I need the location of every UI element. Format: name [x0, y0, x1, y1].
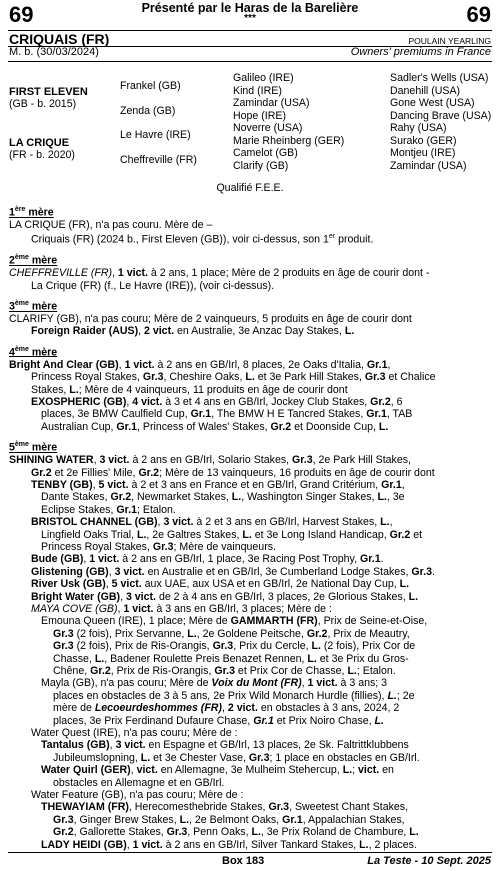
dam-5-grandproduce: Gr.2, Gallorette Stakes, Gr.3, Penn Oaks, L., 3e Prix Roland de Chambure, L. — [53, 826, 419, 839]
horse-info: M. b. (30/03/2024) — [9, 46, 99, 58]
dam-5-grandproduce: mère de Lecoeurdeshommes (FR), 2 vict. en obstacles à 3 ans, 2024, 2 — [53, 702, 400, 715]
qualifie-fee: Qualifié F.E.E. — [216, 182, 284, 194]
dam-5-grandproduce: places en obstacles de 3 à 5 ans, 2e Prix Wild Monarch Hurdle (fillies), L.; 2e — [53, 689, 415, 702]
info-rule — [8, 61, 492, 62]
dam-4-produce: EXOSPHERIC (GB), 4 vict. à 3 et 4 ans en GB/Irl, Jockey Club Stakes, Gr.2, 6 — [31, 395, 403, 408]
dam-5-grandproduce: Mayla (GB), n'a pas couru; Mère de Voix du Mont (FR), 1 vict. à 3 ans; 3 — [41, 677, 388, 690]
sire-name: FIRST ELEVEN — [9, 86, 88, 98]
pedigree-gen2: Zenda (GB) — [120, 105, 176, 117]
dam-5-line: SHINING WATER, 3 vict. à 2 ans en GB/Irl, Solario Stakes, Gr.3, 2e Park Hill Stakes, — [9, 454, 411, 467]
pedigree-gen4: Gone West (USA) — [390, 97, 475, 109]
dam-5-grandproduce: obstacles en Allemagne et en GB/Irl. — [53, 776, 225, 789]
produce-record — [9, 204, 491, 851]
lot-number: 69 — [9, 2, 34, 27]
pedigree-gen4: Zamindar (USA) — [390, 160, 467, 172]
dam-5-produce: Bright Water (GB), 3 vict. de 2 à 4 ans en GB/Irl, 3 places, 2e Glorious Stakes, L. — [31, 590, 419, 603]
dam-3-produce: Foreign Raider (AUS), 2 vict. en Australie, 3e Anzac Day Stakes, L. — [31, 325, 355, 338]
lot-number-right: 69 — [466, 2, 491, 27]
dam-5-produce: River Usk (GB), 5 vict. aux UAE, aux USA et en GB/Irl, 2e National Day Cup, L. — [31, 578, 410, 591]
pedigree-gen2: Le Havre (IRE) — [120, 129, 191, 141]
section-heading-4: 4ème mère — [9, 345, 58, 359]
dam-5-produce: TENBY (GB), 5 vict. à 2 et 3 ans en France et en GB/Irl, Grand Critérium, Gr.1, — [31, 478, 405, 491]
pedigree-gen3: Galileo (IRE) — [233, 72, 294, 84]
sale-event: La Teste - 10 Sept. 2025 — [367, 855, 491, 867]
pedigree-gen3: Camelot (GB) — [233, 147, 298, 159]
dam-5-grandproduce: Chêne, Gr.2, Prix de Ris-Orangis, Gr.3 et Prix Cor de Chasse, L.; Etalon. — [53, 665, 396, 677]
dam-5-produce: Bude (GB), 1 vict. à 2 ans en GB/Irl, 1 place, 3e Racing Post Trophy, Gr.1. — [31, 553, 384, 566]
dam-5-grandproduce: Gr.3 (2 fois), Prix Servanne, L., 2e Goldene Peitsche, Gr.2, Prix de Meautry, — [53, 627, 410, 640]
dam-5-produce: Princess Royal Stakes, Gr.3; Mère de vainqueurs. — [41, 540, 276, 553]
pedigree-gen3: Hope (IRE) — [233, 110, 286, 122]
pedigree-gen4: Surako (GER) — [390, 135, 457, 147]
pedigree-gen3: Kind (IRE) — [233, 85, 282, 97]
dam-5-grandproduce: Chasse, L., Badener Roulette Preis Benazet Rennen, L. et 3e Prix du Gros- — [53, 652, 409, 665]
dam-5-grandproduce: places, 3e Prix Ferdinand Dufaure Chase, Gr.1 et Prix Noiro Chase, L. — [53, 714, 384, 727]
dam-5-grandproduce: Gr.3, Ginger Brew Stakes, L., 2e Belmont Oaks, Gr.1, Appalachian Stakes, — [53, 813, 405, 826]
owners-premiums: Owners' premiums in France — [350, 46, 491, 58]
dam-5-produce: Water Feature (GB), n'a pas couru; Mère de : — [31, 789, 244, 802]
horse-name: CRIQUAIS (FR) — [9, 31, 110, 47]
dam-5-line: Gr.2 et 2e Fillies' Mile, Gr.2; Mère de 13 vainqueurs, 16 produits en âge de courir dont — [31, 466, 435, 479]
dam-5-grandproduce: Water Quirl (GER), vict. en Allemagne, 3e Mulheim Stehercup, L.; vict. en — [41, 764, 394, 777]
dam-5-produce: BRISTOL CHANNEL (GB), 3 vict. à 2 et 3 ans en GB/Irl, Harvest Stakes, L., — [31, 516, 393, 529]
sire-info: (GB - b. 2015) — [9, 98, 77, 110]
dam-name: LA CRIQUE — [9, 137, 70, 149]
pedigree-gen3: Clarify (GB) — [233, 160, 289, 172]
dam-4-line: Stakes, L.; Mère de 4 vainqueurs, 11 produits en âge de courir dont — [31, 383, 348, 396]
dam-1-produce: Criquais (FR) (2024 b., First Eleven (GB)), voir ci-dessus, son 1er produit. — [31, 233, 374, 246]
pedigree-gen4: Montjeu (IRE) — [390, 147, 456, 159]
pedigree-gen4: Rahy (USA) — [390, 122, 447, 134]
section-heading-1: 1ère mère — [9, 206, 54, 219]
dam-1-line: LA CRIQUE (FR), n'a pas couru. Mère de – — [9, 218, 213, 231]
pedigree-gen4: Sadler's Wells (USA) — [390, 72, 489, 84]
dam-5-grandproduce: THEWAYIAM (FR), Herecomesthebride Stakes, Gr.3, Sweetest Chant Stakes, — [41, 801, 409, 814]
section-heading-5: 5ème mère — [9, 441, 58, 454]
pedigree-gen2: Frankel (GB) — [120, 80, 181, 92]
dam-3-line: CLARIFY (GB), n'a pas couru; Mère de 2 vainqueurs, 5 produits en âge de courir dont — [9, 312, 412, 325]
section-heading-3: 3ème mère — [9, 300, 58, 313]
pedigree-gen4: Danehill (USA) — [390, 85, 461, 97]
dam-5-produce: MAYA COVE (GB), 1 vict. à 3 ans en GB/Irl, 3 places; Mère de : — [31, 602, 332, 615]
pedigree-gen3: Marie Rheinberg (GER) — [233, 135, 345, 147]
dam-2-line: CHEFFREVILLE (FR), 1 vict. à 2 ans, 1 place; Mère de 2 produits en âge de courir dont - — [9, 267, 430, 280]
dam-5-grandproduce: Emouna Queen (IRE), 1 place; Mère de GAMMARTH (FR), Prix de Seine-et-Oise, — [41, 615, 428, 628]
footer-rule — [8, 852, 492, 853]
pedigree-gen2: Cheffreville (FR) — [120, 154, 197, 166]
dam-info: (FR - b. 2020) — [9, 149, 75, 161]
pedigree-gen4: Dancing Brave (USA) — [390, 110, 492, 122]
pedigree-gen3: Noverre (USA) — [233, 122, 303, 134]
dam-5-produce: Lingfield Oaks Trial, L., 2e Galtres Stakes, L. et 3e Long Island Handicap, Gr.2 et — [41, 528, 423, 541]
dam-4-line: Bright And Clear (GB), 1 vict. à 2 ans en GB/Irl, 8 places, 2e Oaks d'Italia, Gr.1, — [9, 358, 391, 371]
dam-5-grandproduce: Tantalus (GB), 3 vict. en Espagne et GB/Irl, 13 places, 2e Sk. Faltrittklubbens — [41, 739, 409, 752]
dam-5-grandproduce: Gr.3 (2 fois), Prix de Ris-Orangis, Gr.3, Prix du Cercle, L. (2 fois), Prix Cor de — [53, 640, 416, 653]
horse-category: POULAIN YEARLING — [408, 36, 491, 46]
dam-5-grandproduce: LADY HEIDI (GB), 1 vict. à 2 ans en GB/Irl, Silver Tankard Stakes, L., 2 places. — [41, 838, 417, 851]
pedigree-gen3: Zamindar (USA) — [233, 97, 310, 109]
dam-5-grandproduce: Jubileumslopning, L. et 3e Chester Vase, Gr.3; 1 place en obstacles en GB/Irl. — [53, 751, 420, 764]
dam-5-produce: Eclipse Stakes, Gr.1; Etalon. — [41, 503, 176, 516]
stars: *** — [244, 13, 256, 24]
dam-4-produce: Australian Cup, Gr.1, Princess of Wales' Stakes, Gr.2 et Doonside Cup, L. — [41, 420, 389, 433]
dam-5-produce: Water Quest (IRE), n'a pas couru; Mère de : — [31, 727, 238, 740]
box-number: Box 183 — [222, 855, 265, 867]
dam-5-produce: Glistening (GB), 3 vict. en Australie et en GB/Irl, 3e Cumberland Lodge Stakes, Gr.3. — [31, 565, 435, 578]
dam-4-produce: places, 3e BMW Caulfield Cup, Gr.1, The BMW H E Tancred Stakes, Gr.1, TAB — [41, 408, 413, 421]
consignor-title: Présenté par le Haras de la Barelière — [141, 1, 359, 15]
dam-4-line: Princess Royal Stakes, Gr.3, Cheshire Oaks, L. et 3e Park Hill Stakes, Gr.3 et Chalice — [31, 371, 436, 384]
section-heading-2: 2ème mère — [9, 254, 58, 267]
dam-2-produce: La Crique (FR) (f., Le Havre (IRE)), (voir ci-dessus). — [31, 279, 275, 292]
dam-5-produce: Dante Stakes, Gr.2, Newmarket Stakes, L., Washington Singer Stakes, L., 3e — [41, 491, 405, 504]
